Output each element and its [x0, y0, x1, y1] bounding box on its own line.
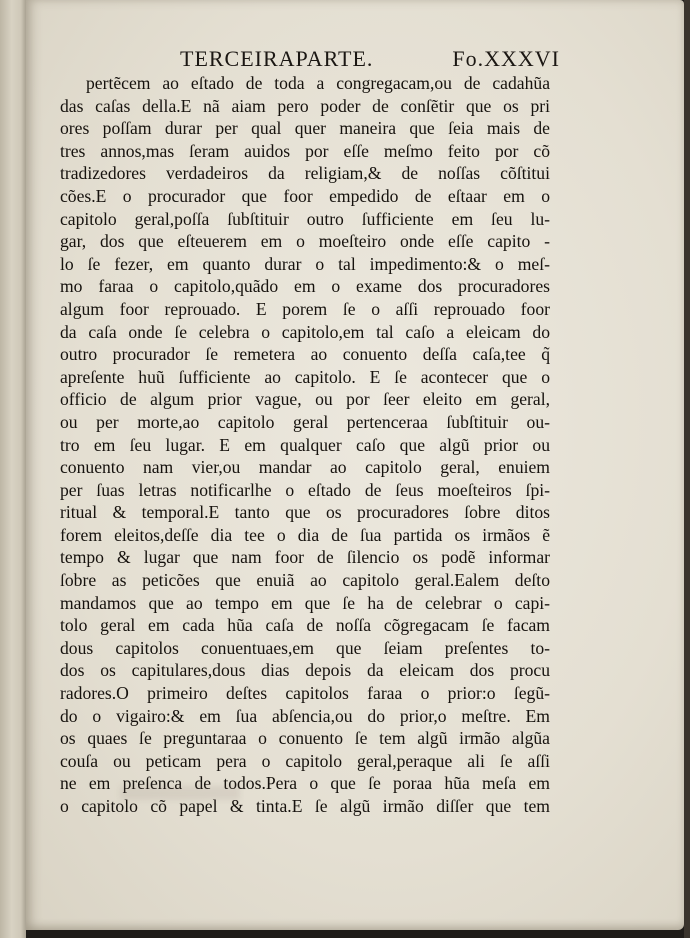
text-line: ſobre as peticões que enuiã ao capitolo geral.Ealem deſto [60, 570, 550, 591]
folio-number: Fo.XXXVI [452, 46, 560, 71]
text-line: conuento nam vier,ou mandar ao capitolo geral, enuiem [60, 457, 550, 478]
text-line: mandamos que ao tempo em que ſe ha de celebrar o capi- [60, 592, 550, 613]
left-page-edge [0, 0, 26, 938]
body-text [60, 72, 550, 818]
text-line: ou per morte,ao capitolo geral pertenceraa ſubſtituir ou- [60, 411, 550, 432]
text-line: per ſuas letras notificarlhe o eſtado de ſeus moeſteiros ſpi- [60, 479, 550, 500]
text-line: tolo geral em cada hũa caſa de noſſa cõgregacam ſe facam [60, 615, 550, 636]
text-line: couſa ou peticam pera o capitolo geral,peraque ali ſe aſſi [60, 750, 550, 771]
text-line: ritual & temporal.E tanto que os procuradores ſobre ditos [60, 502, 550, 523]
text-line: pertẽcem ao eſtado de toda a congregacam,ou de cadahũa [86, 73, 550, 93]
text-line: cões.E o procurador que foor empedido de eſtaar em o [60, 185, 550, 206]
text-line: forem eleitos,deſſe dia tee o dia de ſua partida os irmãos ẽ [60, 524, 550, 545]
text-line: gar, dos que eſteuerem em o moeſteiro onde eſſe capito - [60, 231, 550, 252]
ink-show-through [120, 786, 240, 800]
text-line: mo faraa o capitolo,quãdo em o exame dos procuradores [60, 276, 550, 297]
text-line: ores poſſam durar per qual quer maneira que ſeia mais de [60, 118, 550, 139]
text-line: das caſas della.E nã aiam pero poder de conſẽtir que os pri [60, 95, 550, 116]
right-edge-shadow [684, 0, 690, 938]
running-title: TERCEIRAPARTE. [180, 46, 374, 71]
text-line: ne em preſenca de todos.Pera o que ſe poraa hũa meſa em [60, 773, 550, 794]
text-line: capitolo geral,poſſa ſubſtituir outro ſufficiente em ſeu lu- [60, 208, 550, 229]
text-line: outro procurador ſe remetera ao conuento deſſa caſa,tee q̃ [60, 344, 550, 365]
text-line: tres annos,mas ſeram auidos por eſſe meſmo feito por cõ [60, 140, 550, 161]
text-line: apreſente huũ ſufficiente ao capitolo. E ſe acontecer que o [60, 366, 550, 387]
text-line: os quaes ſe preguntaraa o conuento ſe tem algũ irmão algũa [60, 728, 550, 749]
text-line: dous capitolos conuentuaes,em que ſeiam preſentes to- [60, 637, 550, 658]
text-line: o capitolo cõ papel & tinta.E ſe algũ irmão diſſer que tem [60, 796, 550, 816]
text-line: officio de algum prior vague, ou por ſeer eleito em geral, [60, 389, 550, 410]
text-line: algum foor reprouado. E porem ſe o aſſi reprouado foor [60, 298, 550, 319]
text-line: tradizedores verdadeiros da religiam,& de noſſas cõſtitui [60, 163, 550, 184]
text-line: da caſa onde ſe celebra o capitolo,em tal caſo a eleicam do [60, 321, 550, 342]
text-line: lo ſe fezer, em quanto durar o tal impedimento:& o meſ- [60, 253, 550, 274]
text-line: do o vigairo:& em ſua abſencia,ou do prior,o meſtre. Em [60, 705, 550, 726]
text-line: tempo & lugar que nam foor de ſilencio os podẽ informar [60, 547, 550, 568]
text-line: tro em ſeu lugar. E em qualquer caſo que algũ prior ou [60, 434, 550, 455]
text-line: dos os capitulares,dous dias depois da eleicam dos procu [60, 660, 550, 681]
text-line: radores.O primeiro deſtes capitolos faraa o prior:o ſegũ- [60, 683, 550, 704]
running-header [180, 46, 560, 72]
